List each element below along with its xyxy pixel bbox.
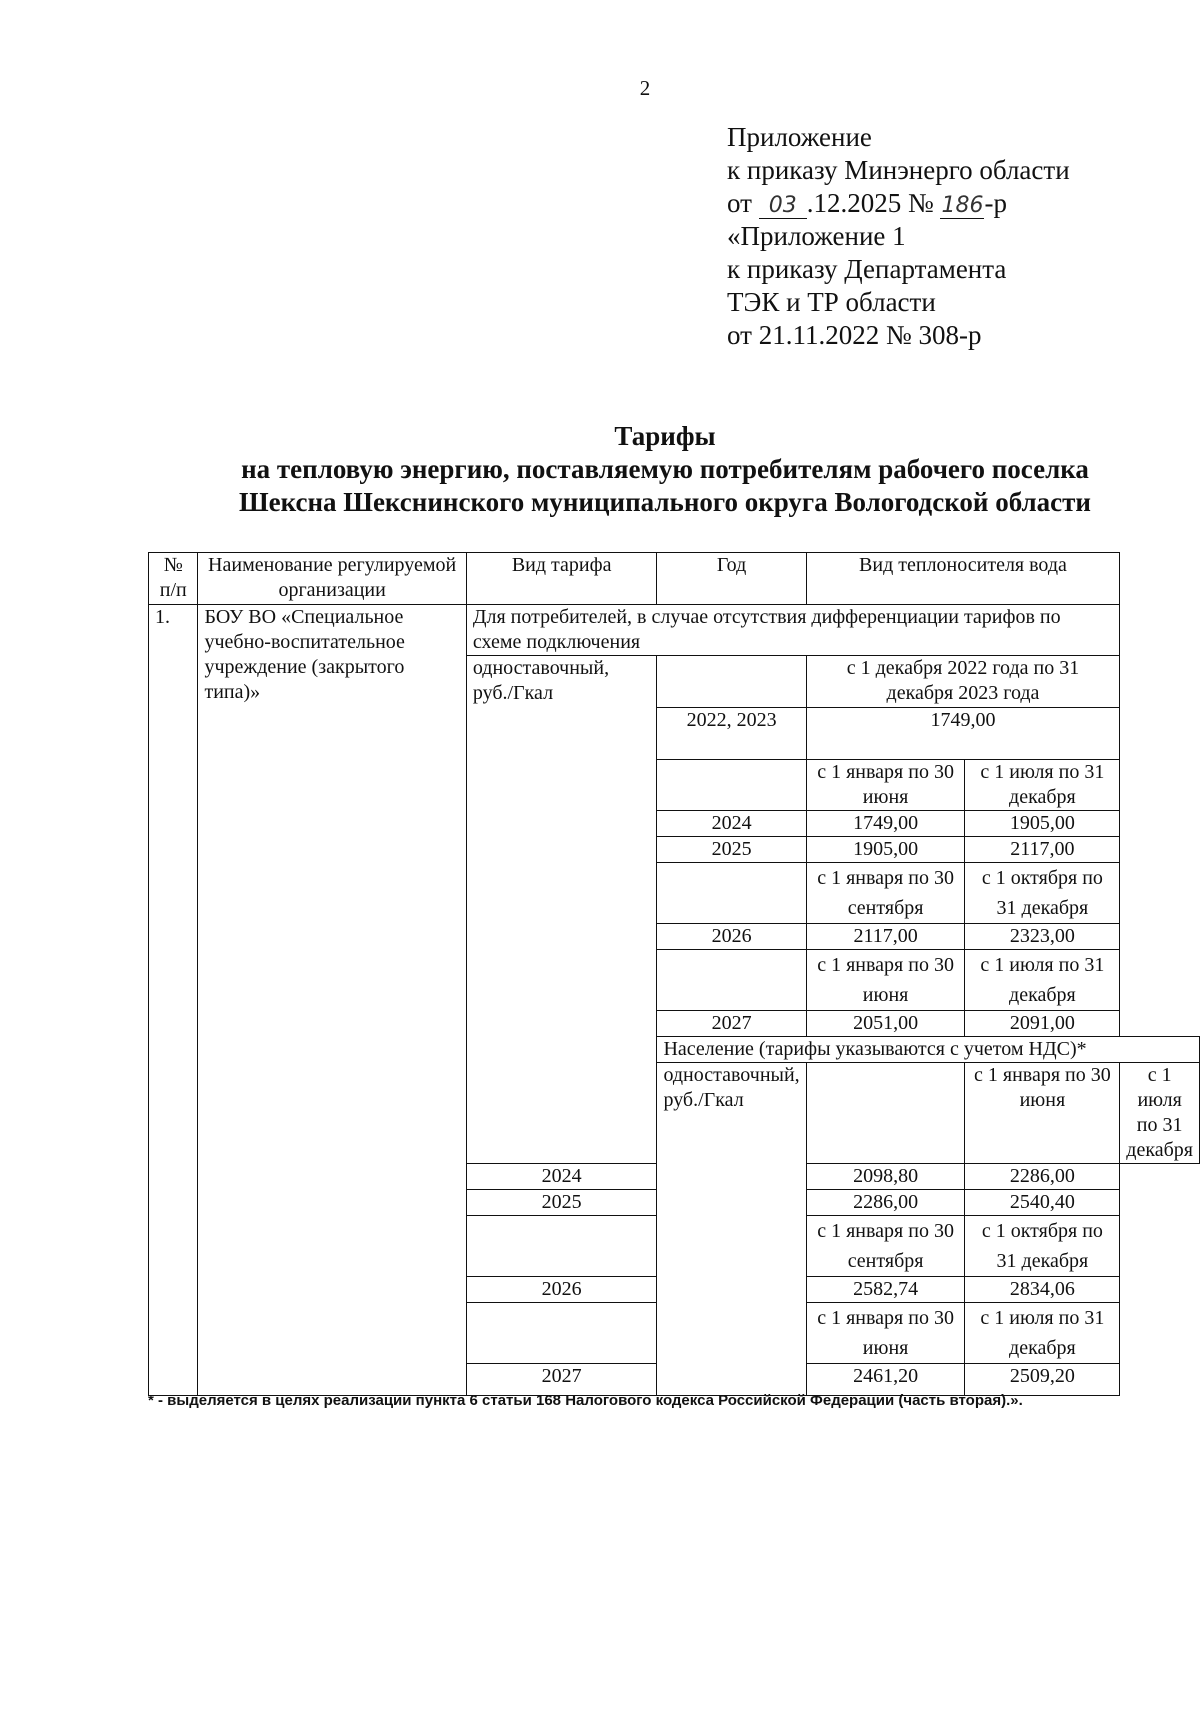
header-num: № п/п	[149, 553, 198, 605]
year-cell: 2027	[657, 1011, 806, 1037]
value-cell: 2117,00	[806, 924, 965, 950]
org-name: БОУ ВО «Специальное учебно-воспитательное учреждение (закрытого типа)»	[198, 605, 466, 1396]
year-cell: 2025	[657, 837, 806, 863]
value-cell: 2323,00	[965, 924, 1120, 950]
row-number: 1.	[149, 605, 198, 1396]
order-date-prefix: от	[727, 188, 752, 218]
appendix-line: к приказу Департамента	[727, 254, 1007, 284]
year-cell: 2026	[657, 924, 806, 950]
value-cell: 2540,40	[965, 1190, 1120, 1216]
handwritten-order-number: 186	[941, 193, 984, 218]
period-cell: с 1 января по 30 июня	[806, 1303, 965, 1364]
value-cell: 1905,00	[965, 811, 1120, 837]
value-cell: 2286,00	[965, 1164, 1120, 1190]
handwritten-day: 03	[759, 194, 807, 219]
header-carrier: Вид теплоносителя вода	[806, 553, 1120, 605]
section2-title: Население (тарифы указываются с учетом НДС)*	[657, 1037, 1200, 1063]
appendix-line: к приказу Минэнерго области	[727, 155, 1070, 185]
empty-cell	[466, 1216, 657, 1277]
section1-title: Для потребителей, в случае отсутствия дифференциации тарифов по схеме подключения	[466, 605, 1119, 656]
period-cell: с 1 января по 30 сентября	[806, 1216, 965, 1277]
period-cell: с 1 января по 30 сентября	[806, 863, 965, 924]
value-cell: 2051,00	[806, 1011, 965, 1037]
appendix-order-date-line	[727, 187, 1070, 220]
value-cell: 1749,00	[806, 708, 1120, 760]
period-cell: с 1 октября по 31 декабря	[965, 1216, 1120, 1277]
tariff-table	[148, 552, 1200, 1396]
period-cell: с 1 января по 30 июня	[806, 950, 965, 1011]
empty-cell	[657, 760, 806, 811]
value-cell: 2834,06	[965, 1277, 1120, 1303]
value-cell: 2098,80	[806, 1164, 965, 1190]
year-cell: 2024	[657, 811, 806, 837]
document-title	[150, 420, 1180, 519]
empty-cell	[657, 656, 806, 708]
appendix-line: ТЭК и ТР области	[727, 287, 936, 317]
period-cell: с 1 октября по 31 декабря	[965, 863, 1120, 924]
header-tariff-type: Вид тарифа	[466, 553, 657, 605]
order-number-suffix: -р	[984, 188, 1007, 218]
empty-cell	[806, 1063, 965, 1164]
appendix-block	[727, 121, 1070, 352]
year-cell: 2027	[466, 1364, 657, 1396]
empty-cell	[466, 1303, 657, 1364]
title-line: Тарифы	[614, 421, 716, 451]
tariff-table-wrapper	[148, 552, 1200, 1396]
value-cell: 2509,20	[965, 1364, 1120, 1396]
value-cell: 1905,00	[806, 837, 965, 863]
empty-cell	[657, 950, 806, 1011]
order-date-middle: .12.2025 №	[806, 188, 934, 218]
section2-tariff-type: одноставочный, руб./Гкал	[657, 1063, 806, 1396]
header-year: Год	[657, 553, 806, 605]
period-cell: с 1 января по 30 июня	[965, 1063, 1120, 1164]
period-cell: с 1 июля по 31 декабря	[965, 950, 1120, 1011]
period-cell: с 1 июля по 31 декабря	[965, 760, 1120, 811]
header-org: Наименование регулируемой организации	[198, 553, 466, 605]
value-cell: 2582,74	[806, 1277, 965, 1303]
title-line: Шексна Шекснинского муниципального округа Вологодской области	[238, 487, 1091, 517]
year-cell: 2022, 2023	[657, 708, 806, 760]
appendix-line: от 21.11.2022 № 308-р	[727, 320, 982, 350]
appendix-line: Приложение	[727, 122, 872, 152]
year-cell: 2024	[466, 1164, 657, 1190]
value-cell: 2117,00	[965, 837, 1120, 863]
value-cell: 1749,00	[806, 811, 965, 837]
section1-tariff-type: одноставочный, руб./Гкал	[466, 656, 657, 1164]
footnote: * - выделяется в целях реализации пункта 6 статьи 168 Налогового кодекса Российской Федерации (часть вторая).».	[148, 1392, 1023, 1409]
value-cell: 2091,00	[965, 1011, 1120, 1037]
appendix-line: «Приложение 1	[727, 221, 906, 251]
page-number: 2	[639, 76, 651, 100]
year-cell: 2025	[466, 1190, 657, 1216]
period-cell: с 1 января по 30 июня	[806, 760, 965, 811]
title-line: на тепловую энергию, поставляемую потребителям рабочего поселка	[241, 454, 1089, 484]
empty-cell	[657, 863, 806, 924]
period-2022-2023: с 1 декабря 2022 года по 31 декабря 2023 года	[806, 656, 1120, 708]
period-cell: с 1 июля по 31 декабря	[965, 1303, 1120, 1364]
year-cell: 2026	[466, 1277, 657, 1303]
period-cell: с 1 июля по 31 декабря	[1120, 1063, 1200, 1164]
value-cell: 2461,20	[806, 1364, 965, 1396]
value-cell: 2286,00	[806, 1190, 965, 1216]
